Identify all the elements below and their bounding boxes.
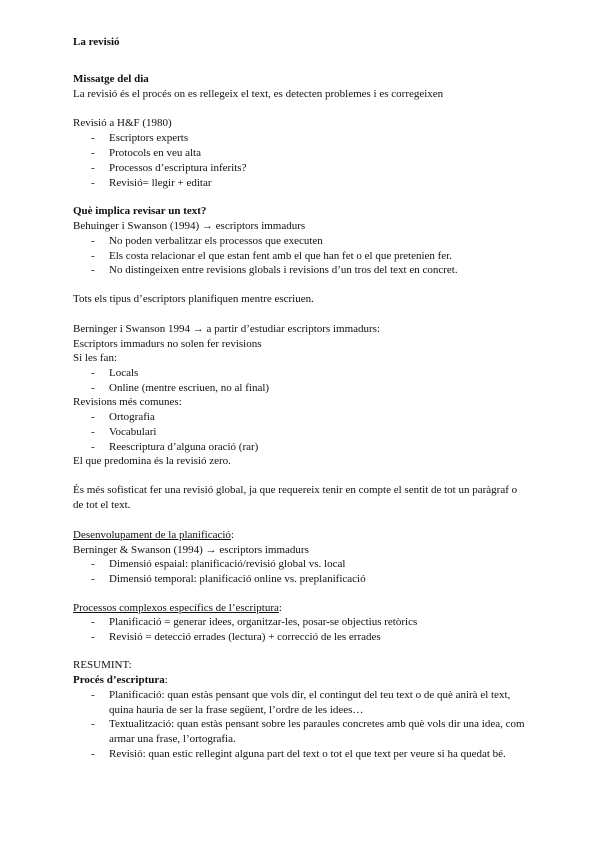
- paragraph: Berninger i Swanson 1994 → a partir d’estudiar escriptors immadurs:: [73, 323, 381, 335]
- section-heading: Què implica revisar un text?: [73, 205, 207, 217]
- list-item: - Vocabulari: [91, 426, 157, 438]
- list-item: - Revisió: quan estic rellegint alguna part del text o tot el que text per veure si ha quedat bé.: [91, 748, 506, 760]
- list-item: - No distingeixen entre revisions globals i revisions d’un tros del text en concret.: [91, 264, 458, 276]
- list-item: - Textualització: quan estàs pensant sobre les paraules concretes amb què vols dir una idea, com: [91, 718, 525, 730]
- document-title: La revisió: [73, 36, 120, 48]
- list-item: - Online (mentre escriuen, no al final): [91, 382, 270, 394]
- list-item-continuation: quina hauria de ser la frase següent, l’ordre de les idees…: [109, 704, 364, 716]
- list-item: - No poden verbalitzar els processos que executen: [91, 235, 323, 247]
- list-item: - Els costa relacionar el que estan fent amb el que han fet o el que pretenien fer.: [91, 250, 452, 262]
- list-item: - Revisió = detecció errades (lectura) + correcció de les errades: [91, 631, 381, 643]
- list-item: - Escriptors experts: [91, 132, 189, 144]
- list-item: - Dimensió espaial: planificació/revisió global vs. local: [91, 558, 346, 570]
- paragraph: Berninger & Swanson (1994) → escriptors immadurs: [73, 544, 309, 556]
- paragraph: El que predomina és la revisió zero.: [73, 455, 231, 467]
- list-item: - Reescriptura d’alguna oració (rar): [91, 441, 259, 453]
- list-item: - Dimensió temporal: planificació online vs. preplanificació: [91, 573, 366, 585]
- list-item-continuation: armar una frase, l’ortografia.: [109, 733, 236, 745]
- section-heading: RESUMINT:: [73, 659, 132, 671]
- subheading: Procés d’escriptura:: [73, 674, 168, 686]
- list-item: - Planificació = generar idees, organitzar-les, posar-se objectius retòrics: [91, 616, 418, 628]
- list-item: - Planificació: quan estàs pensant que vols dir, el contingut del teu text o de què anirà el text,: [91, 689, 511, 701]
- list-item: - Revisió= llegir + editar: [91, 177, 212, 189]
- list-item: - Processos d’escriptura inferits?: [91, 162, 247, 174]
- paragraph: Revisió a H&F (1980): [73, 117, 172, 129]
- paragraph: Revisions més comunes:: [73, 396, 182, 408]
- paragraph: És més sofisticat fer una revisió global, ja que requereix tenir en compte el sentit de tot un paràgraf o: [73, 484, 518, 496]
- list-item: - Locals: [91, 367, 139, 379]
- section-heading: Processos complexos específics de l’escriptura:: [73, 602, 282, 614]
- section-heading: Desenvolupament de la planificació:: [73, 529, 234, 541]
- paragraph: Tots els tipus d’escriptors planifiquen mentre escriuen.: [73, 293, 314, 305]
- list-item: - Protocols en veu alta: [91, 147, 201, 159]
- paragraph: Behuinger i Swanson (1994) → escriptors immadurs: [73, 220, 306, 232]
- paragraph: La revisió és el procés on es rellegeix el text, es detecten problemes i es corregeixen: [73, 88, 444, 100]
- paragraph: Si les fan:: [73, 352, 117, 364]
- section-heading: Missatge del dia: [73, 73, 149, 85]
- list-item: - Ortografia: [91, 411, 155, 423]
- paragraph: Escriptors immadurs no solen fer revisions: [73, 338, 262, 350]
- paragraph: de tot el text.: [73, 499, 131, 511]
